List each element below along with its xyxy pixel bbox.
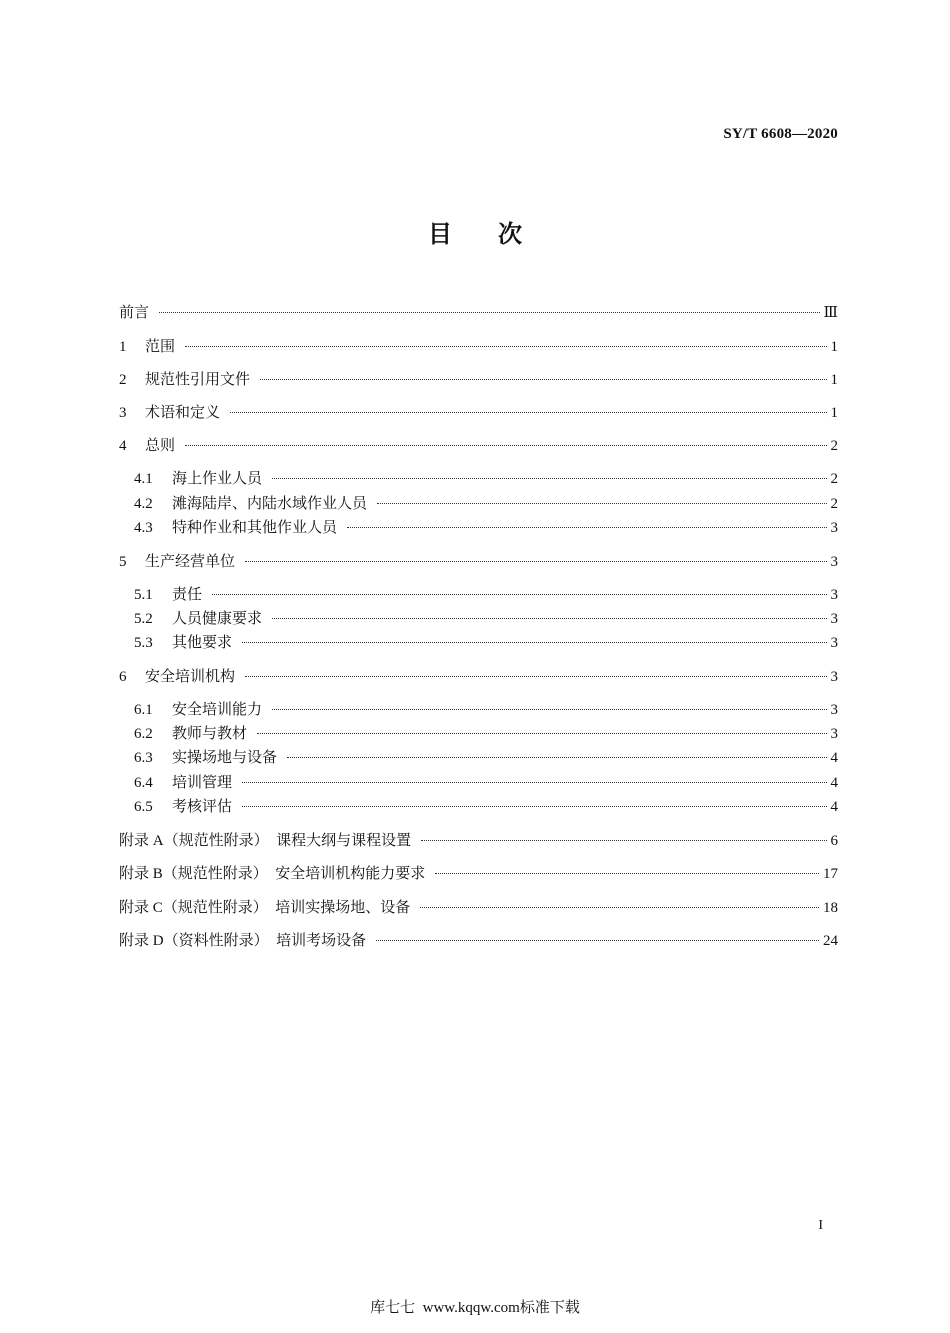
toc-number: 5.3 bbox=[134, 635, 153, 651]
dot-leader bbox=[435, 871, 819, 874]
toc-number: 4 bbox=[119, 438, 127, 454]
toc-number: 5.2 bbox=[134, 611, 153, 627]
toc-entry-6[interactable] bbox=[119, 667, 838, 687]
dot-leader bbox=[245, 674, 826, 677]
toc-number: 5.1 bbox=[134, 587, 153, 603]
dot-leader bbox=[242, 804, 826, 807]
dot-leader bbox=[185, 344, 826, 347]
dot-leader bbox=[260, 377, 826, 380]
dot-leader bbox=[242, 640, 826, 643]
page-folio: I bbox=[818, 1218, 823, 1233]
toc-entry-4-1[interactable] bbox=[134, 469, 838, 489]
toc-label: 范围 bbox=[145, 339, 176, 355]
toc-entry-6-3[interactable] bbox=[134, 748, 838, 768]
toc-label: 前言 bbox=[119, 305, 150, 321]
dot-leader bbox=[257, 731, 826, 734]
toc-page: 3 bbox=[830, 726, 838, 742]
toc-label: 人员健康要求 bbox=[172, 611, 263, 627]
dot-leader bbox=[272, 707, 826, 710]
toc-page: 2 bbox=[830, 471, 838, 487]
toc-page: 24 bbox=[823, 933, 838, 949]
toc-page: 3 bbox=[830, 611, 838, 627]
toc-entry-appendix-d[interactable] bbox=[119, 931, 838, 951]
toc-label: 术语和定义 bbox=[145, 405, 221, 421]
toc-entry-1[interactable] bbox=[119, 337, 838, 357]
dot-leader bbox=[242, 780, 826, 783]
dot-leader bbox=[420, 905, 819, 908]
dot-leader bbox=[230, 410, 826, 413]
toc-entry-3[interactable] bbox=[119, 403, 838, 423]
toc-page: 1 bbox=[830, 405, 838, 421]
toc-page: 3 bbox=[830, 587, 838, 603]
toc-label: 实操场地与设备 bbox=[172, 750, 278, 766]
toc-entry-5-2[interactable] bbox=[134, 609, 838, 629]
toc-entry-appendix-c[interactable] bbox=[119, 898, 838, 918]
toc-label: 考核评估 bbox=[172, 799, 233, 815]
dot-leader bbox=[376, 938, 819, 941]
toc-page: 1 bbox=[830, 339, 838, 355]
toc-page: 3 bbox=[830, 554, 838, 570]
page-title: 目次 bbox=[428, 220, 568, 248]
toc-number: 3 bbox=[119, 405, 127, 421]
toc-label: 责任 bbox=[172, 587, 203, 603]
dot-leader bbox=[287, 755, 826, 758]
footer-watermark: 库七七 www.kqqw.com标准下载 bbox=[370, 1300, 580, 1316]
toc-page: Ⅲ bbox=[823, 305, 838, 321]
toc-page: 17 bbox=[823, 866, 838, 882]
standard-number: SY/T 6608—2020 bbox=[723, 126, 838, 142]
toc-label: 生产经营单位 bbox=[145, 554, 236, 570]
toc-page: 3 bbox=[830, 520, 838, 536]
toc-label: 安全培训能力 bbox=[172, 702, 263, 718]
toc-label: 滩海陆岸、内陆水域作业人员 bbox=[172, 496, 368, 512]
toc-label: 特种作业和其他作业人员 bbox=[172, 520, 338, 536]
toc-page: 4 bbox=[830, 750, 838, 766]
dot-leader bbox=[421, 838, 826, 841]
toc-entry-foreword[interactable] bbox=[119, 303, 838, 323]
dot-leader bbox=[377, 501, 826, 504]
toc-entry-6-1[interactable] bbox=[134, 700, 838, 720]
toc-number: 6 bbox=[119, 669, 127, 685]
toc-label: 规范性引用文件 bbox=[145, 372, 251, 388]
toc-label: 培训管理 bbox=[172, 775, 233, 791]
toc-entry-5-3[interactable] bbox=[134, 633, 838, 653]
toc-entry-appendix-a[interactable] bbox=[119, 831, 838, 851]
toc-number: 6.1 bbox=[134, 702, 153, 718]
toc-label: 附录 C（规范性附录） 培训实操场地、设备 bbox=[119, 900, 411, 916]
toc-number: 6.5 bbox=[134, 799, 153, 815]
toc-label: 教师与教材 bbox=[172, 726, 248, 742]
dot-leader bbox=[212, 592, 826, 595]
toc-label: 总则 bbox=[145, 438, 176, 454]
toc-number: 4.2 bbox=[134, 496, 153, 512]
toc-number: 1 bbox=[119, 339, 127, 355]
toc-entry-5-1[interactable] bbox=[134, 585, 838, 605]
dot-leader bbox=[159, 310, 820, 313]
toc-number: 6.4 bbox=[134, 775, 153, 791]
toc-page: 4 bbox=[830, 775, 838, 791]
toc-page: 2 bbox=[830, 438, 838, 454]
toc-label: 附录 A（规范性附录） 课程大纲与课程设置 bbox=[119, 833, 412, 849]
toc-entry-5[interactable] bbox=[119, 552, 838, 572]
toc-entry-6-4[interactable] bbox=[134, 773, 838, 793]
toc-entry-6-5[interactable] bbox=[134, 797, 838, 817]
toc-entry-appendix-b[interactable] bbox=[119, 864, 838, 884]
toc-page: 3 bbox=[830, 669, 838, 685]
toc-page: 3 bbox=[830, 702, 838, 718]
toc-number: 6.3 bbox=[134, 750, 153, 766]
toc-label: 海上作业人员 bbox=[172, 471, 263, 487]
toc-page: 18 bbox=[823, 900, 838, 916]
toc-entry-4-2[interactable] bbox=[134, 494, 838, 514]
dot-leader bbox=[347, 525, 826, 528]
toc-entry-6-2[interactable] bbox=[134, 724, 838, 744]
toc-label: 其他要求 bbox=[172, 635, 233, 651]
dot-leader bbox=[185, 443, 826, 446]
dot-leader bbox=[245, 559, 826, 562]
toc-number: 5 bbox=[119, 554, 127, 570]
toc-page: 1 bbox=[830, 372, 838, 388]
toc-page: 2 bbox=[830, 496, 838, 512]
toc-label: 安全培训机构 bbox=[145, 669, 236, 685]
toc-entry-4-3[interactable] bbox=[134, 518, 838, 538]
toc-label: 附录 B（规范性附录） 安全培训机构能力要求 bbox=[119, 866, 426, 882]
toc-number: 6.2 bbox=[134, 726, 153, 742]
toc-page: 6 bbox=[830, 833, 838, 849]
dot-leader bbox=[272, 616, 826, 619]
toc-number: 4.1 bbox=[134, 471, 153, 487]
toc-number: 4.3 bbox=[134, 520, 153, 536]
toc-label: 附录 D（资料性附录） 培训考场设备 bbox=[119, 933, 367, 949]
toc-entry-4[interactable] bbox=[119, 436, 838, 456]
toc-page: 3 bbox=[830, 635, 838, 651]
dot-leader bbox=[272, 476, 826, 479]
toc-entry-2[interactable] bbox=[119, 370, 838, 390]
toc-page: 4 bbox=[830, 799, 838, 815]
toc-number: 2 bbox=[119, 372, 127, 388]
